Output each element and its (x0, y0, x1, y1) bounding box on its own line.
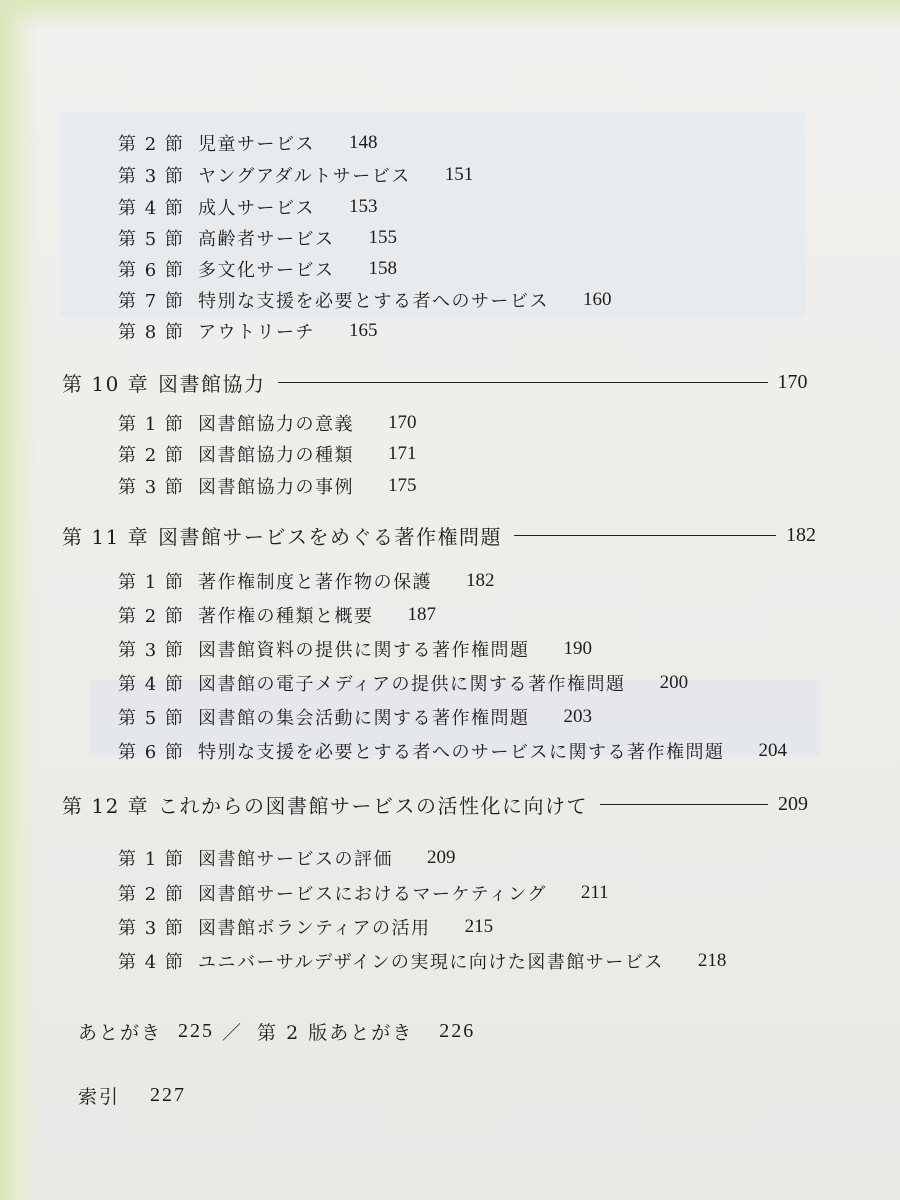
section-page: 200 (659, 672, 689, 693)
section-title: 図書館サービスにおけるマーケティング (198, 884, 547, 905)
section-number: 第 1 節 (118, 414, 185, 435)
section-number: 第 2 節 (118, 134, 185, 155)
chapter-number: 第 11 章 (62, 525, 150, 549)
section-page: 211 (580, 882, 609, 903)
section-title: 高齢者サービス (198, 229, 335, 250)
toc-section-row (118, 704, 592, 730)
chapter-number: 第 10 章 (62, 372, 150, 396)
section-title: 図書館協力の事例 (198, 477, 354, 498)
chapter-title: これからの図書館サービスの活性化に向けて (158, 794, 588, 818)
section-title: 図書館ボランティアの活用 (198, 918, 431, 939)
second-edition-afterword-page: 226 (439, 1020, 476, 1042)
chapter-number: 第 12 章 (62, 794, 150, 818)
index-page: 227 (150, 1084, 187, 1106)
section-title: 児童サービス (198, 134, 315, 155)
section-page: 153 (349, 196, 378, 217)
section-title: 特別な支援を必要とする者へのサービス (198, 291, 549, 312)
toc-chapter-row (62, 521, 816, 550)
section-title: 図書館サービスの評価 (198, 849, 393, 870)
toc-chapter-row (62, 368, 808, 397)
second-edition-afterword-label: 第 2 版あとがき (257, 1022, 414, 1044)
toc-section-row (118, 670, 688, 696)
section-number: 第 5 節 (118, 229, 185, 250)
section-page: 187 (407, 604, 436, 625)
section-number: 第 7 節 (118, 291, 185, 312)
toc-section-row (118, 162, 473, 188)
chapter-title: 図書館協力 (158, 372, 266, 396)
section-page: 190 (563, 638, 592, 659)
section-title: ヤングアダルトサービス (198, 166, 411, 187)
afterword-label: あとがき (78, 1022, 163, 1044)
section-number: 第 2 節 (118, 884, 185, 905)
toc-section-row (118, 880, 609, 906)
section-page: 151 (444, 164, 474, 185)
toc-section-row (118, 845, 456, 871)
section-page: 204 (758, 740, 787, 761)
toc-section-row (118, 636, 592, 662)
section-page: 175 (388, 475, 417, 496)
section-title: 特別な支援を必要とする者へのサービスに関する著作権問題 (198, 742, 725, 763)
section-title: 図書館の集会活動に関する著作権問題 (198, 708, 530, 729)
afterword-separator: ／ (222, 1022, 244, 1044)
section-page: 171 (388, 443, 417, 464)
chapter-page: 170 (777, 371, 808, 393)
section-page: 203 (563, 706, 592, 727)
afterword-page: 225 (178, 1020, 215, 1042)
index-label: 索引 (78, 1086, 121, 1108)
section-number: 第 4 節 (118, 674, 185, 695)
section-title: アウトリーチ (198, 322, 315, 343)
section-number: 第 3 節 (118, 166, 185, 187)
section-title: 成人サービス (198, 198, 315, 219)
section-title: 図書館協力の種類 (198, 445, 354, 466)
section-page: 218 (697, 950, 727, 971)
toc-section-row (118, 948, 726, 974)
section-number: 第 6 節 (118, 742, 185, 763)
toc-section-row (118, 914, 493, 940)
toc-section-row (118, 410, 417, 436)
section-number: 第 6 節 (118, 260, 185, 281)
toc-section-row (118, 602, 436, 628)
toc-chapter-row (62, 790, 808, 819)
toc-section-row (118, 194, 378, 220)
section-page: 182 (466, 570, 495, 591)
leader-line (514, 535, 776, 536)
section-number: 第 3 節 (118, 640, 185, 661)
section-title: 図書館協力の意義 (198, 414, 354, 435)
background-green-edge (0, 0, 38, 1200)
leader-line (600, 804, 768, 805)
section-number: 第 3 節 (118, 477, 185, 498)
section-number: 第 8 節 (118, 322, 185, 343)
section-title: 図書館資料の提供に関する著作権問題 (198, 640, 530, 661)
section-title: 図書館の電子メディアの提供に関する著作権問題 (198, 674, 626, 695)
section-number: 第 4 節 (118, 952, 185, 973)
toc-section-row (118, 287, 612, 313)
section-page: 158 (368, 258, 397, 279)
toc-section-row (118, 130, 378, 156)
toc-section-row (118, 256, 397, 282)
background-green-top (0, 0, 900, 30)
section-page: 209 (427, 847, 456, 868)
toc-section-row (118, 225, 397, 251)
section-title: 多文化サービス (198, 260, 335, 281)
toc-section-row (118, 568, 495, 594)
section-number: 第 2 節 (118, 606, 185, 627)
section-page: 170 (388, 412, 417, 433)
toc-section-row (118, 473, 417, 499)
chapter-page: 209 (778, 793, 808, 815)
toc-index-row (78, 1082, 186, 1109)
section-title: 著作権制度と著作物の保護 (198, 572, 432, 593)
section-number: 第 4 節 (118, 198, 185, 219)
section-title: ユニバーサルデザインの実現に向けた図書館サービス (198, 952, 664, 973)
section-number: 第 3 節 (118, 918, 185, 939)
section-page: 165 (349, 320, 378, 341)
section-number: 第 1 節 (118, 849, 185, 870)
toc-afterword-row (78, 1018, 475, 1045)
section-number: 第 5 節 (118, 708, 185, 729)
section-number: 第 1 節 (118, 572, 185, 593)
section-page: 148 (349, 132, 378, 153)
chapter-page: 182 (786, 524, 816, 546)
toc-section-row (118, 738, 787, 764)
chapter-title: 図書館サービスをめぐる著作権問題 (158, 525, 502, 549)
leader-line (278, 382, 768, 383)
toc-section-row (118, 318, 378, 344)
section-title: 著作権の種類と概要 (198, 606, 374, 627)
section-page: 155 (368, 227, 397, 248)
section-page: 160 (583, 289, 612, 310)
section-number: 第 2 節 (118, 445, 185, 466)
toc-section-row (118, 441, 417, 467)
section-page: 215 (464, 916, 494, 937)
